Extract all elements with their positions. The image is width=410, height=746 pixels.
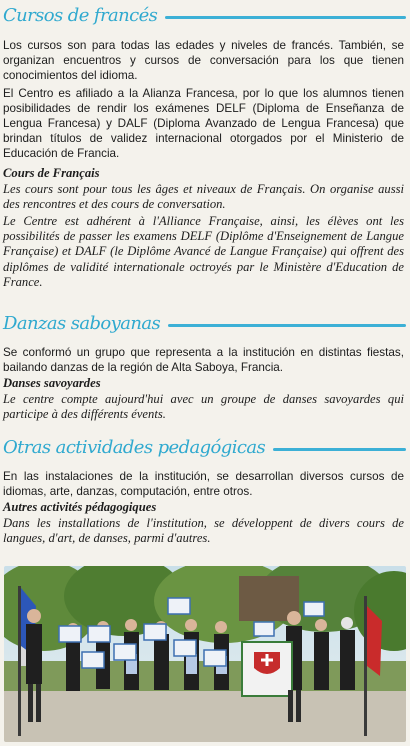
section-title: Otras actividades pedagógicas xyxy=(3,437,266,458)
paragraph-courses-intro: Los cursos son para todas las edades y niveles de francés. También, se organizan encuentros y cursos de conversación para los que tienen conocimientos del idioma. xyxy=(3,39,404,83)
section-header-french-courses xyxy=(3,5,406,26)
section-header-dances xyxy=(3,313,406,334)
group-photo-illustration xyxy=(4,566,406,742)
section-divider xyxy=(273,448,406,451)
subheading-danses-savoyardes: Danses savoyardes xyxy=(3,376,101,390)
section-title: Cursos de francés xyxy=(3,5,158,26)
section-title: Danzas saboyanas xyxy=(3,313,161,334)
paragraph-fr-autres: Dans les installations de l'institution, se développent de divers cours de langues, d'art, de danses, parmi d'autres. xyxy=(3,516,404,546)
subheading-autres-activites: Autres activités pédagogiques xyxy=(3,500,157,514)
paragraph-fr-cours: Les cours sont pour tous les âges et niveaux de Français. On organise aussi des rencontres et des cours de conversation. xyxy=(3,182,404,212)
group-photo-dancers xyxy=(4,566,406,742)
section-divider xyxy=(165,16,406,19)
section-header-other-activities xyxy=(3,437,406,458)
subheading-cours-de-francais: Cours de Français xyxy=(3,166,100,180)
paragraph-fr-alliance: Le Centre est adhérent à l'Alliance Française, ainsi, les élèves ont les possibilités de passer les examens DELF (Diplôme d'Enseignement de Langue Française) et DALF (le Diplôme Avancé de Langue Française) qui offrent des diplômes de validité internationale octroyés par le Ministère d'Education de France. xyxy=(3,214,404,289)
paragraph-fr-danses: Le centre compte aujourd'hui avec un groupe de danses savoyardes qui participe à des différents évents. xyxy=(3,392,404,422)
section-divider xyxy=(168,324,406,327)
paragraph-other-activities: En las instalaciones de la institución, se desarrollan diversos cursos de idiomas, arte, danzas, computación, entre otros. xyxy=(3,470,404,499)
paragraph-dances: Se conformó un grupo que representa a la institución en distintas fiestas, bailando danzas de la región de Alta Saboya, Francia. xyxy=(3,346,404,375)
paragraph-alliance: El Centro es afiliado a la Alianza Francesa, por lo que los alumnos tienen posibilidades de rendir los exámenes DELF (Diploma de Enseñanza de Lengua Francesa) y DALF (Diploma Avanzado de Lengua Francesa) que brindan títulos de validez internacional otorgados por el Ministerio de Educación de Francia. xyxy=(3,87,404,161)
